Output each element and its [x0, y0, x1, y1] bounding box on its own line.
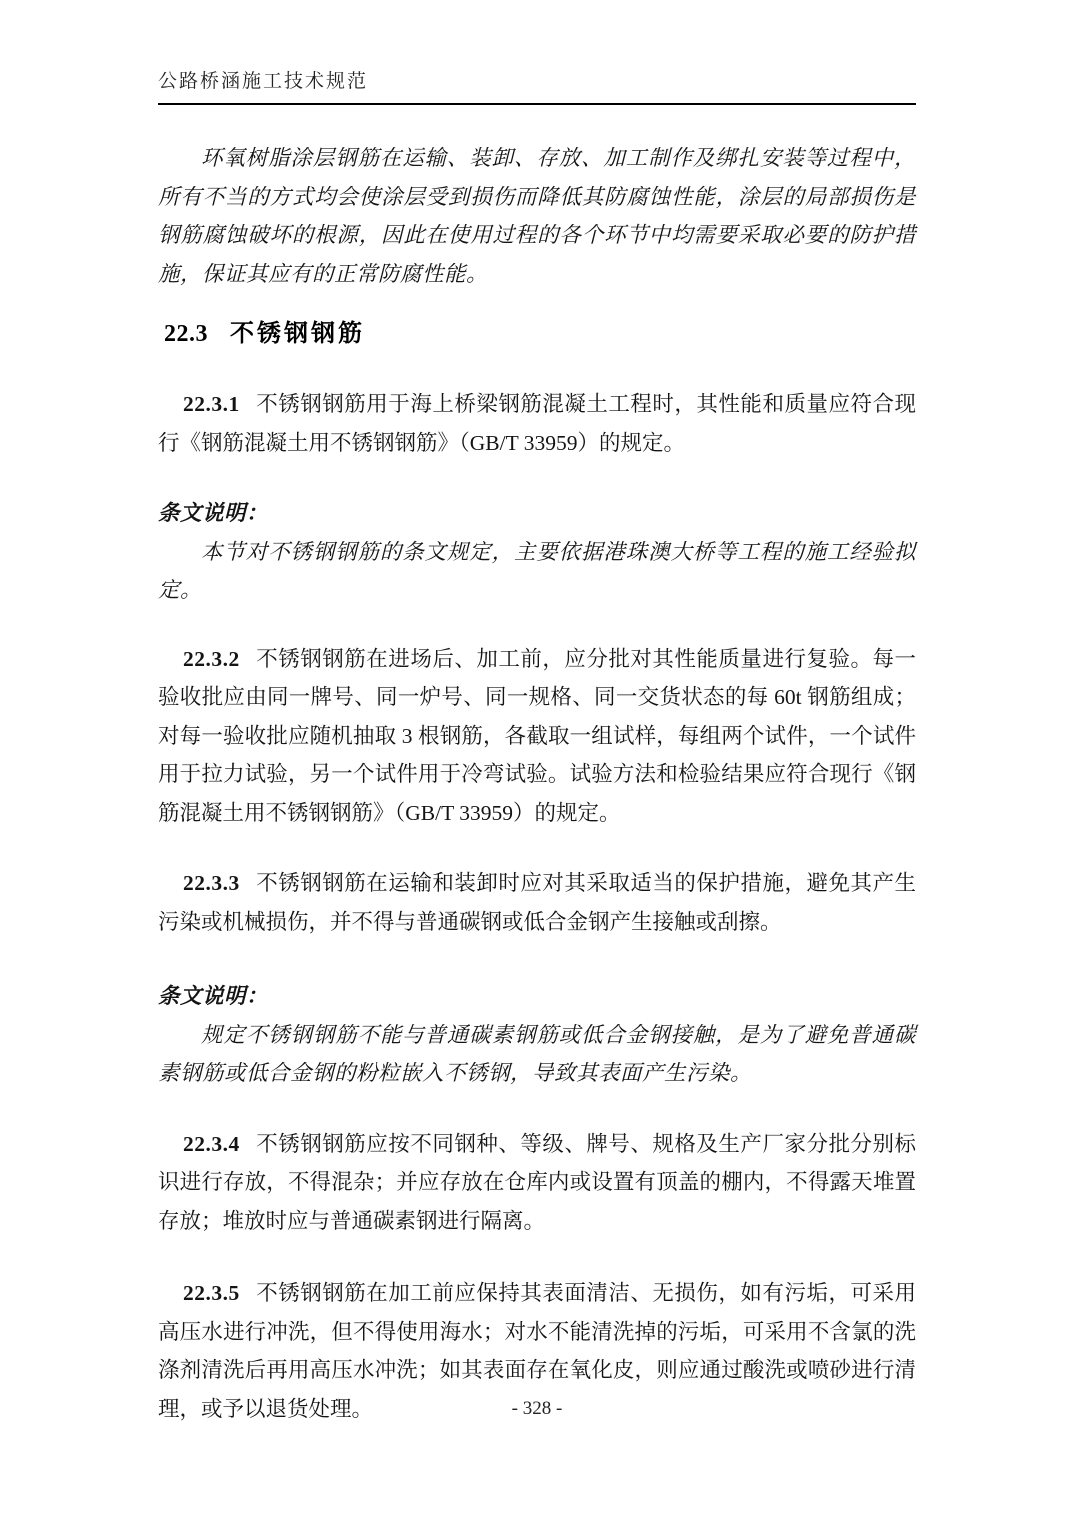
clause-22-3-1	[158, 385, 916, 462]
page-number: - 328 -	[511, 1398, 563, 1419]
page-footer	[0, 1398, 1074, 1420]
clause-text: 不锈钢钢筋用于海上桥梁钢筋混凝土工程时，其性能和质量应符合现行《钢筋混凝土用不锈钢钢筋》（GB/T 33959）的规定。	[158, 392, 916, 455]
clause-number: 22.3.5	[183, 1281, 240, 1305]
section-title: 不锈钢钢筋	[230, 320, 365, 347]
clause-text: 不锈钢钢筋应按不同钢种、等级、牌号、规格及生产厂家分批分别标识进行存放，不得混杂；并应存放在仓库内或设置有顶盖的棚内，不得露天堆置存放；堆放时应与普通碳素钢进行隔离。	[158, 1131, 916, 1233]
clause-text: 不锈钢钢筋在运输和装卸时应对其采取适当的保护措施，避免其产生污染或机械损伤，并不得与普通碳钢或低合金钢产生接触或刮擦。	[158, 871, 916, 934]
commentary-22-3-1: 本节对不锈钢钢筋的条文规定，主要依据港珠澳大桥等工程的施工经验拟定。	[158, 539, 916, 602]
intro-commentary-paragraph: 环氧树脂涂层钢筋在运输、装卸、存放、加工制作及绑扎安装等过程中，所有不当的方式均会使涂层受到损伤而降低其防腐蚀性能，涂层的局部损伤是钢筋腐蚀破坏的根源，因此在使用过程的各个环节中均需要采取必要的防护措施，保证其应有的正常防腐性能。	[158, 146, 916, 286]
document-body	[158, 139, 916, 1428]
clause-number: 22.3.1	[183, 392, 240, 416]
running-header: 公路桥涵施工技术规范	[158, 70, 916, 105]
clause-number: 22.3.3	[183, 871, 240, 895]
clause-text: 不锈钢钢筋在进场后、加工前，应分批对其性能质量进行复验。每一验收批应由同一牌号、同一炉号、同一规格、同一交货状态的每 60t 钢筋组成；对每一验收批应随机抽取 3 根钢筋，各截取一组试样，每组两个试件，一个试件用于拉力试验，另一个试件用于冷弯试验。试验方法和检验结果应符合现行《钢筋混凝土用不锈钢钢筋》（GB/T 33959）的规定。	[158, 646, 916, 825]
commentary-label: 条文说明：	[158, 501, 269, 525]
section-heading	[158, 319, 916, 349]
clause-22-3-2	[158, 640, 916, 833]
commentary-label: 条文说明：	[158, 984, 269, 1008]
clause-22-3-3	[158, 864, 916, 941]
clause-text: 不锈钢钢筋在加工前应保持其表面清洁、无损伤，如有污垢，可采用高压水进行冲洗，但不得使用海水；对水不能清洗掉的污垢，可采用不含氯的洗涤剂清洗后再用高压水冲洗；如其表面存在氧化皮，则应通过酸洗或喷砂进行清理，或予以退货处理。	[158, 1281, 916, 1421]
commentary-22-3-3: 规定不锈钢钢筋不能与普通碳素钢筋或低合金钢接触，是为了避免普通碳素钢筋或低合金钢的粉粒嵌入不锈钢，导致其表面产生污染。	[158, 1022, 916, 1085]
clause-number: 22.3.2	[183, 646, 240, 671]
clause-22-3-4	[158, 1125, 916, 1241]
section-number: 22.3	[164, 321, 208, 347]
clause-number: 22.3.4	[183, 1131, 240, 1156]
